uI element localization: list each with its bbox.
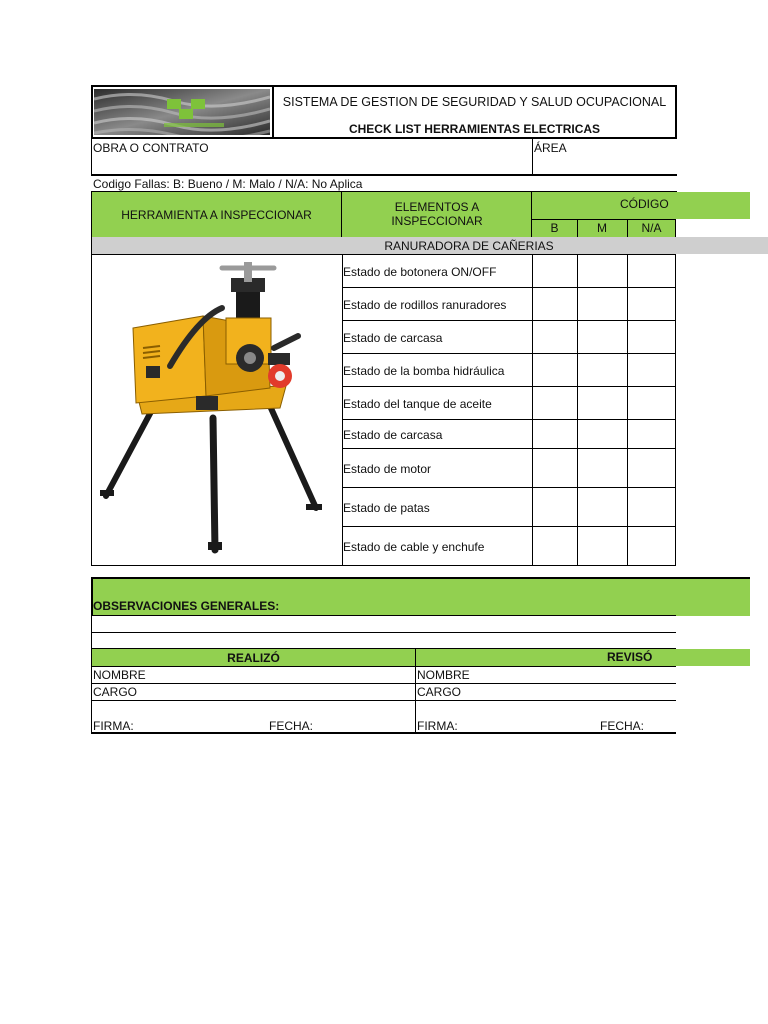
observations-label: OBSERVACIONES GENERALES: — [93, 599, 280, 613]
check-cell-b[interactable] — [532, 255, 577, 288]
code-b-label: B — [550, 221, 559, 235]
check-cell-m[interactable] — [577, 449, 627, 488]
check-cell-na[interactable] — [627, 387, 676, 420]
col-tool-header-label: HERRAMIENTA A INSPECCIONAR — [121, 207, 312, 222]
check-cell-b[interactable] — [532, 449, 577, 488]
item-label: Estado de motor — [343, 461, 432, 476]
reviso-firma-label: FIRMA: — [417, 719, 458, 733]
observations-line-2[interactable] — [91, 632, 676, 649]
realizo-cargo-label: CARGO — [93, 685, 138, 699]
realizo-nombre-label: NOMBRE — [93, 668, 146, 682]
check-cell-m[interactable] — [577, 288, 627, 321]
pipe-grooving-machine-graphic — [98, 258, 334, 558]
check-cell-m[interactable] — [577, 387, 627, 420]
company-logo — [94, 89, 270, 135]
system-title: SISTEMA DE GESTION DE SEGURIDAD Y SALUD OCUPACIONAL — [282, 95, 667, 109]
item-label: Estado de patas — [343, 500, 430, 515]
signature-row-divider-2 — [91, 700, 676, 701]
check-cell-m[interactable] — [577, 527, 627, 566]
realizo-firma-label: FIRMA: — [93, 719, 134, 733]
col-code-header-label: CÓDIGO — [620, 197, 669, 211]
reviso-label: REVISÓ — [607, 650, 653, 664]
item-label: Estado de cable y enchufe — [343, 539, 485, 554]
item-label: Estado de carcasa — [343, 427, 443, 442]
realizo-label: REALIZÓ — [227, 650, 280, 665]
check-cell-b[interactable] — [532, 354, 577, 387]
check-cell-m[interactable] — [577, 255, 627, 288]
reviso-header — [416, 649, 750, 666]
check-cell-b[interactable] — [532, 288, 577, 321]
pipe-grooving-machine — [98, 258, 334, 558]
area-divider — [532, 139, 533, 175]
check-cell-b[interactable] — [532, 527, 577, 566]
check-cell-na[interactable] — [627, 354, 676, 387]
company-logo-graphic — [94, 89, 270, 135]
check-cell-m[interactable] — [577, 488, 627, 527]
area-label: ÁREA — [534, 141, 567, 155]
item-label: Estado de la bomba hidráulica — [343, 363, 505, 378]
check-cell-b[interactable] — [532, 420, 577, 449]
code-m-label: M — [597, 221, 607, 235]
check-cell-b[interactable] — [532, 488, 577, 527]
reviso-nombre-label: NOMBRE — [417, 668, 470, 682]
checklist-title: CHECK LIST HERRAMIENTAS ELECTRICAS — [348, 122, 601, 136]
check-cell-na[interactable] — [627, 420, 676, 449]
check-cell-na[interactable] — [627, 527, 676, 566]
obra-label: OBRA O CONTRATO — [93, 141, 209, 155]
check-cell-na[interactable] — [627, 449, 676, 488]
item-label: Estado de carcasa — [343, 330, 443, 345]
obra-bottom-border — [91, 174, 677, 176]
check-cell-na[interactable] — [627, 255, 676, 288]
code-na-label: N/A — [641, 221, 662, 235]
check-cell-b[interactable] — [532, 321, 577, 354]
check-cell-na[interactable] — [627, 288, 676, 321]
item-row-divider — [342, 565, 676, 566]
check-cell-m[interactable] — [577, 354, 627, 387]
signature-row-divider-1 — [91, 683, 676, 684]
tool-name: RANURADORA DE CAÑERIAS — [384, 238, 554, 253]
reviso-fecha-label: FECHA: — [600, 719, 645, 733]
realizo-fecha-label: FECHA: — [269, 719, 314, 733]
check-cell-b[interactable] — [532, 387, 577, 420]
check-cell-na[interactable] — [627, 321, 676, 354]
item-label: Estado del tanque de aceite — [343, 396, 492, 411]
check-cell-m[interactable] — [577, 321, 627, 354]
check-cell-m[interactable] — [577, 420, 627, 449]
check-cell-na[interactable] — [627, 488, 676, 527]
item-label: Estado de botonera ON/OFF — [343, 264, 497, 279]
observations-line-1[interactable] — [91, 615, 676, 632]
col-elements-header-label: ELEMENTOS A INSPECCIONAR — [391, 200, 483, 228]
fault-codes: Codigo Fallas: B: Bueno / M: Malo / N/A: No Aplica — [93, 177, 363, 191]
item-label: Estado de rodillos ranuradores — [343, 297, 507, 312]
reviso-cargo-label: CARGO — [417, 685, 462, 699]
table-right-border — [675, 255, 676, 566]
obra-left-border — [91, 139, 92, 175]
